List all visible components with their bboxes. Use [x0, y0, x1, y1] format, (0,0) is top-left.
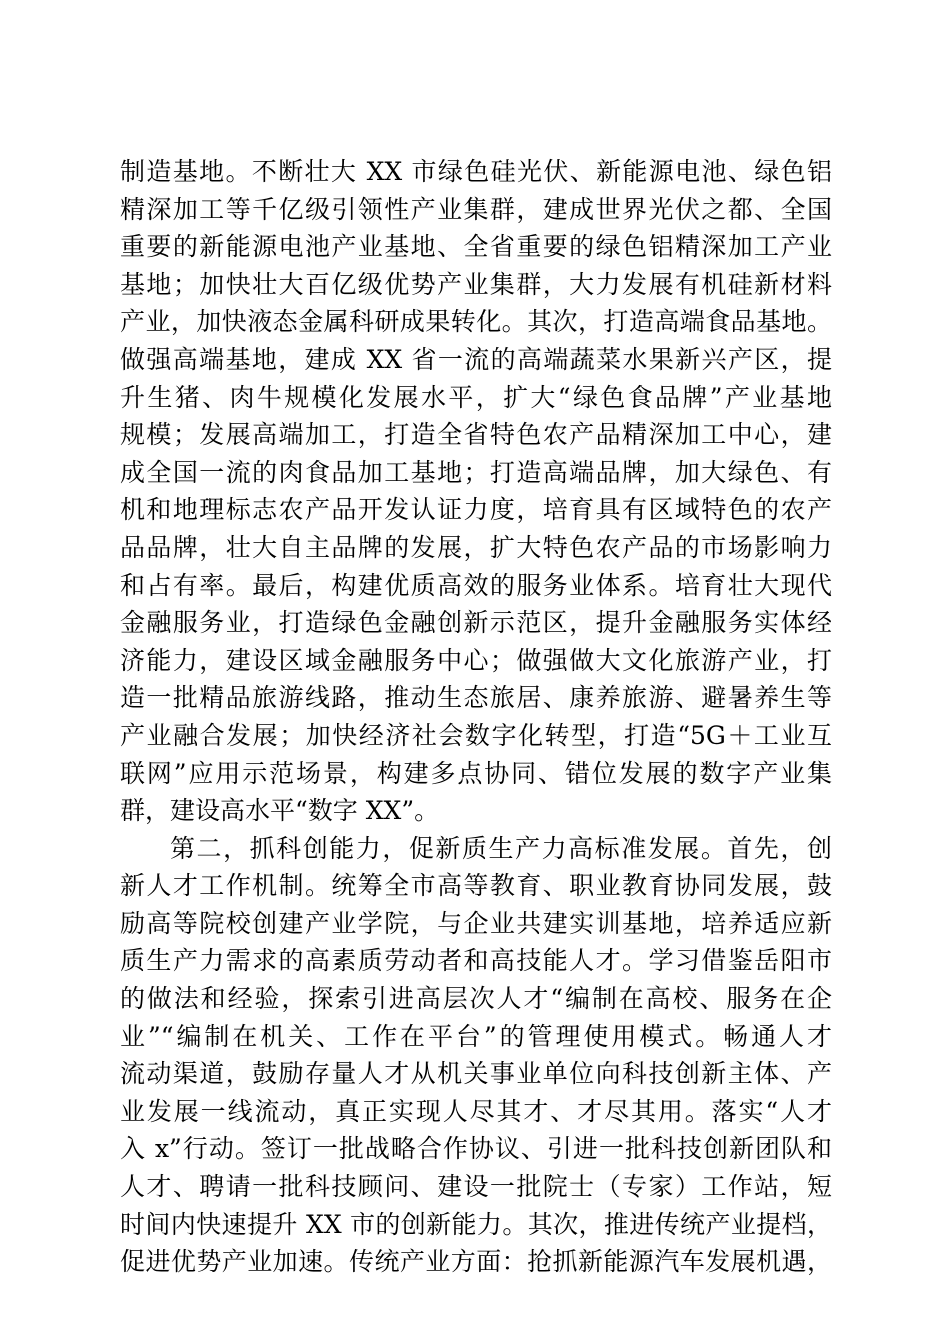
text-line: 群，建设高水平“数字 XX”。	[120, 796, 440, 826]
text-line: 新人才工作机制。统筹全市高等教育、职业教育协同发展，鼓	[120, 871, 832, 901]
text-line: 产业融合发展；加快经济社会数字化转型，打造“5G＋工业互	[120, 720, 832, 750]
text-line: 联网”应用示范场景，构建多点协同、错位发展的数字产业集	[120, 758, 832, 788]
paragraph-2	[120, 830, 832, 1281]
text-line: 规模；发展高端加工，打造全省特色农产品精深加工中心，建	[120, 420, 832, 450]
text-line: 成全国一流的肉食品加工基地；打造高端品牌，加大绿色、有	[120, 457, 832, 487]
text-line: 品品牌，壮大自主品牌的发展，扩大特色农产品的市场影响力	[120, 532, 832, 562]
text-line: 重要的新能源电池产业基地、全省重要的绿色铝精深加工产业	[120, 232, 832, 262]
text-line: 精深加工等千亿级引领性产业集群，建成世界光伏之都、全国	[120, 194, 832, 224]
text-line: 流动渠道，鼓励存量人才从机关事业单位向科技创新主体、产	[120, 1059, 832, 1089]
text-line: 时间内快速提升 XX 市的创新能力。其次，推进传统产业提档，	[120, 1209, 832, 1239]
paragraph-1	[120, 153, 832, 830]
text-line: 机和地理标志农产品开发认证力度，培育具有区域特色的农产	[120, 495, 832, 525]
text-line: 促进优势产业加速。传统产业方面：抢抓新能源汽车发展机遇，	[120, 1247, 832, 1277]
text-line: 业”“编制在机关、工作在平台”的管理使用模式。畅通人才	[120, 1021, 832, 1051]
text-line: 和占有率。最后，构建优质高效的服务业体系。培育壮大现代	[120, 570, 832, 600]
text-line: 人才、聘请一批科技顾问、建设一批院士（专家）工作站，短	[120, 1172, 832, 1202]
body-text	[120, 153, 832, 1281]
text-line: 做强高端基地，建成 XX 省一流的高端蔬菜水果新兴产区，提	[120, 344, 832, 374]
text-line: 升生猪、肉牛规模化发展水平，扩大“绿色食品牌”产业基地	[120, 382, 832, 412]
text-line: 金融服务业，打造绿色金融创新示范区，提升金融服务实体经	[120, 608, 832, 638]
text-line: 造一批精品旅游线路，推动生态旅居、康养旅游、避暑养生等	[120, 683, 832, 713]
text-line: 济能力，建设区域金融服务中心；做强做大文化旅游产业，打	[120, 645, 832, 675]
text-line: 质生产力需求的高素质劳动者和高技能人才。学习借鉴岳阳市	[120, 946, 832, 976]
text-line: 第二，抓科创能力，促新质生产力高标准发展。首先，创	[170, 833, 832, 863]
text-line: 入 x”行动。签订一批战略合作协议、引进一批科技创新团队和	[120, 1134, 832, 1164]
text-line: 的做法和经验，探索引进高层次人才“编制在高校、服务在企	[120, 984, 832, 1014]
text-line: 业发展一线流动，真正实现人尽其才、才尽其用。落实“人才	[120, 1096, 832, 1126]
text-line: 制造基地。不断壮大 XX 市绿色硅光伏、新能源电池、绿色铝	[120, 157, 832, 186]
text-line: 基地；加快壮大百亿级优势产业集群，大力发展有机硅新材料	[120, 269, 832, 299]
text-line: 产业，加快液态金属科研成果转化。其次，打造高端食品基地。	[120, 307, 832, 337]
text-line: 励高等院校创建产业学院，与企业共建实训基地，培养适应新	[120, 908, 832, 938]
